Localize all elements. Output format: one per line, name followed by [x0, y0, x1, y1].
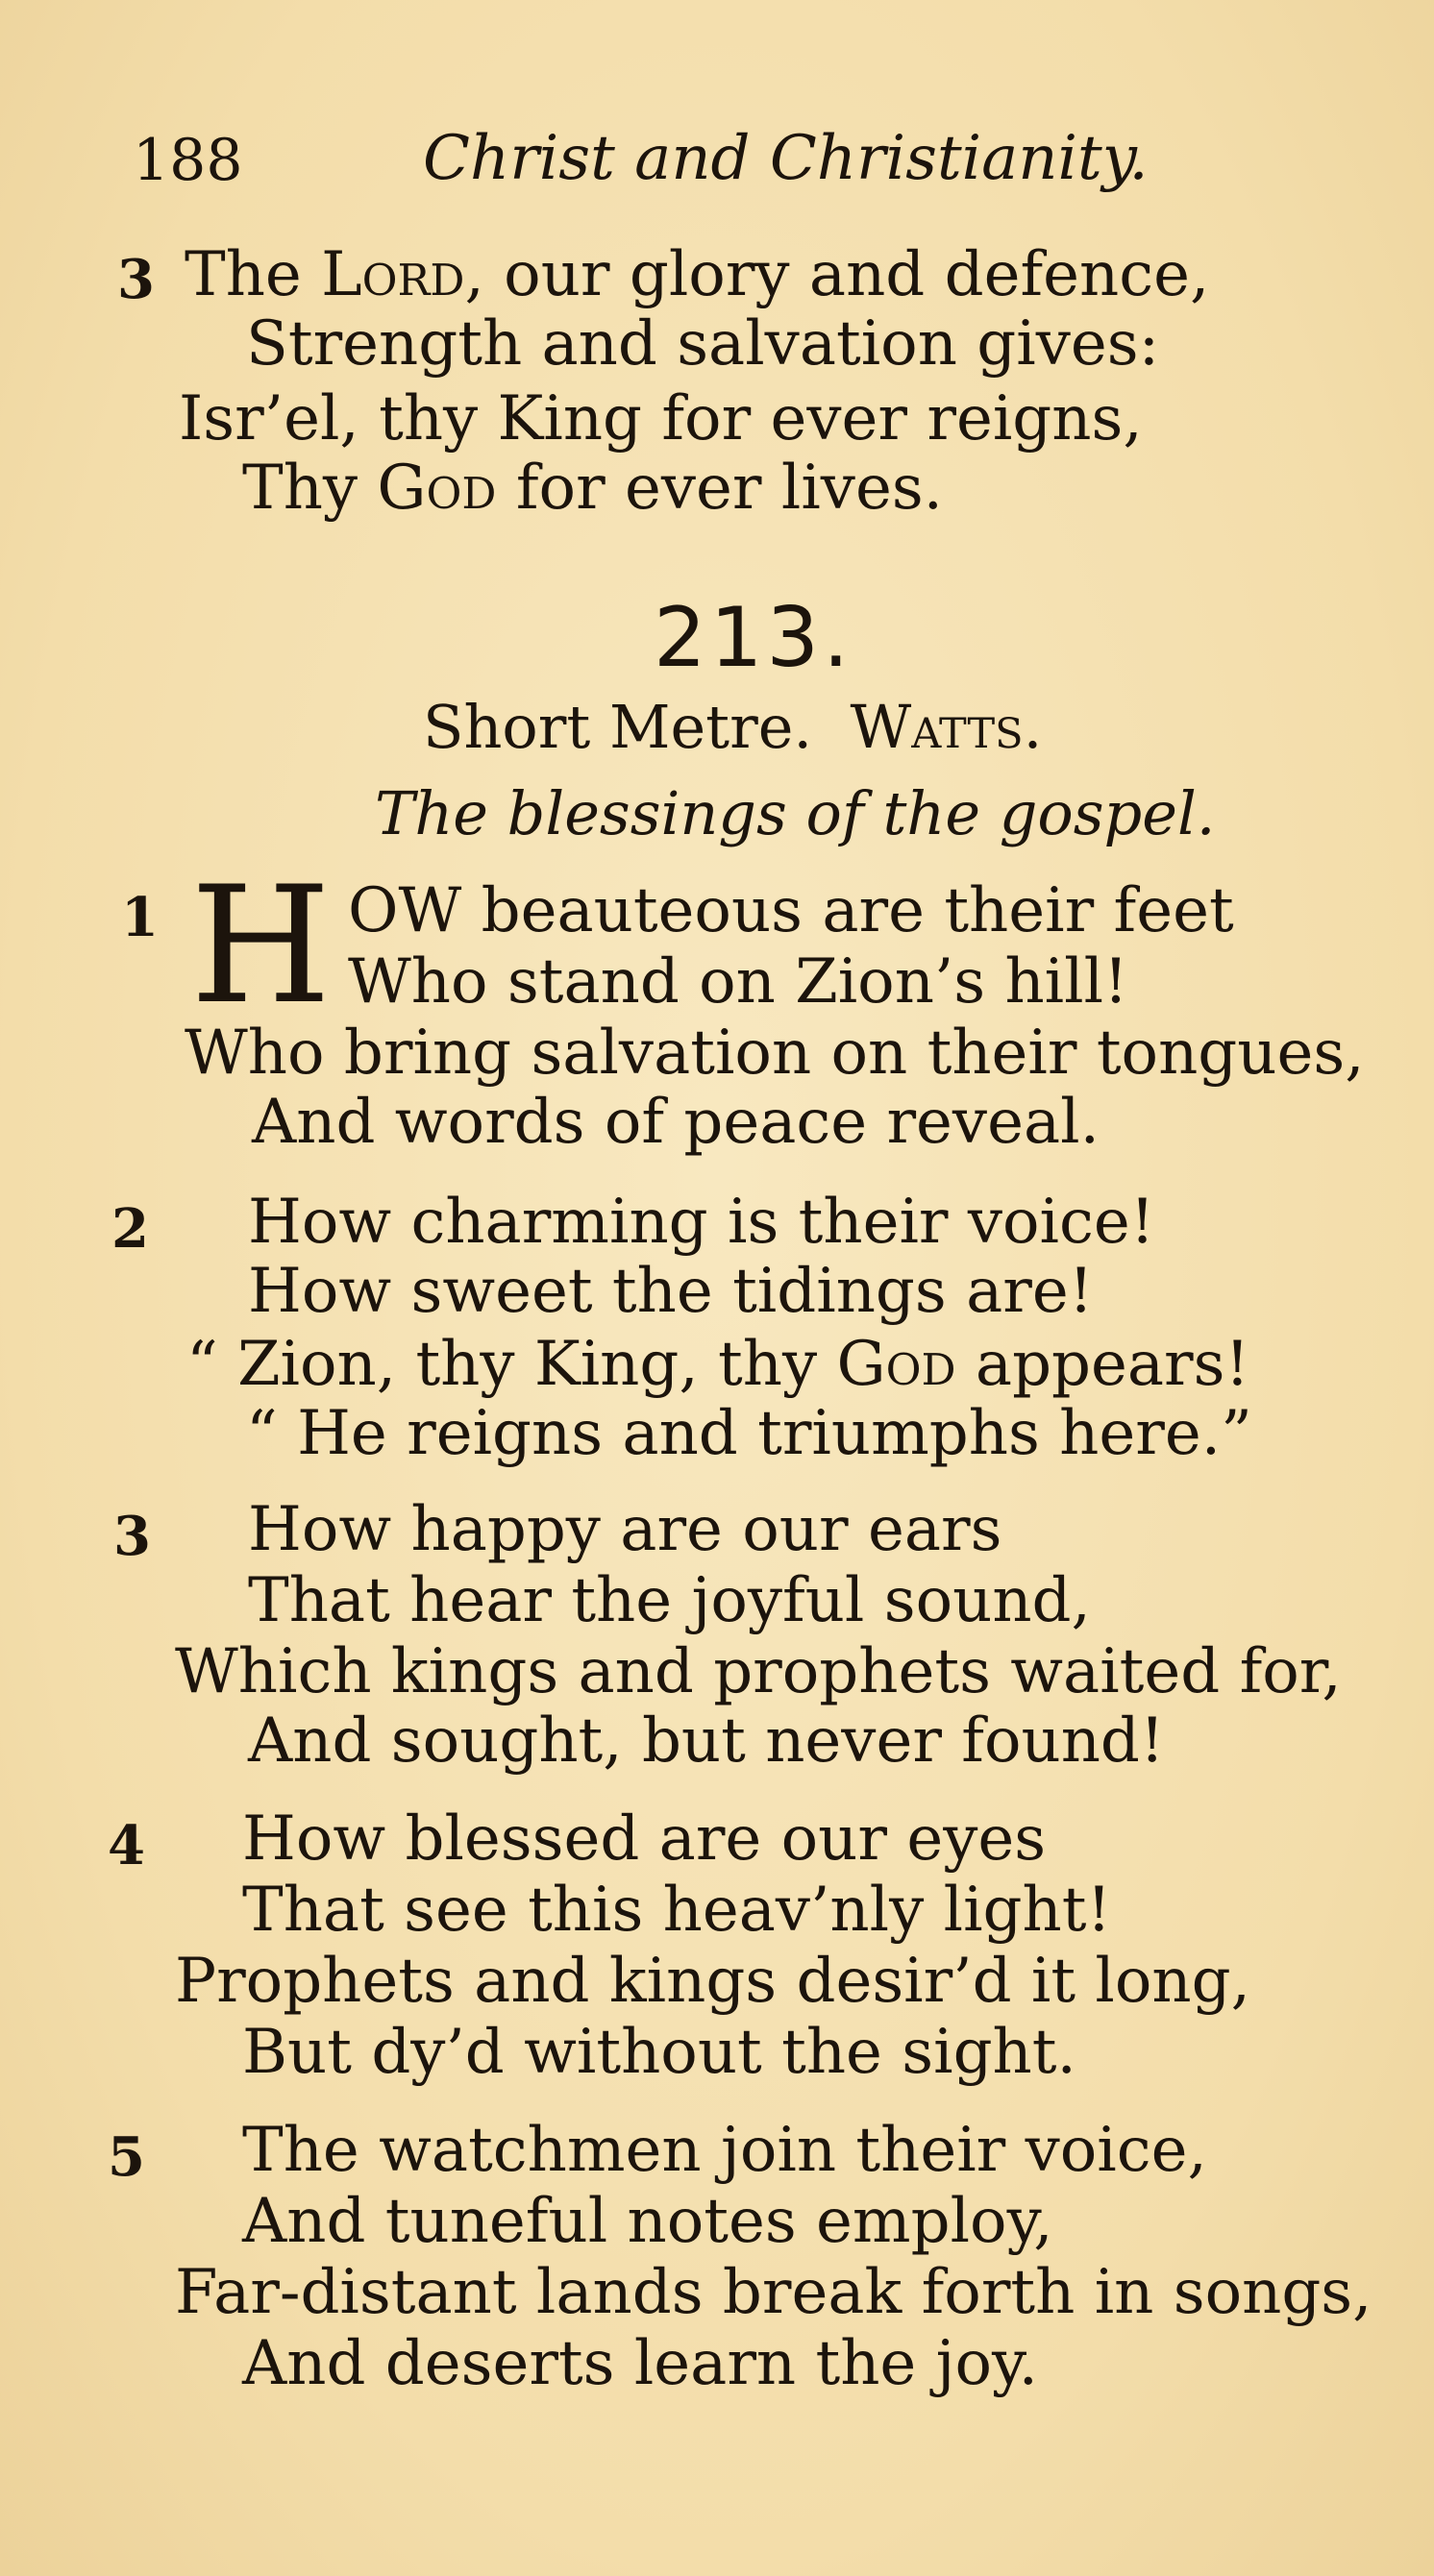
verse-number-2: 2: [111, 1197, 149, 1261]
verse-4-line-1: How blessed are our eyes: [242, 1803, 1047, 1875]
prev-verse-line-4: Thy God for ever lives.: [242, 453, 944, 524]
verse-1-line-1: OW beauteous are their feet: [348, 875, 1234, 946]
verse-3-line-2: That hear the joyful sound,: [248, 1565, 1091, 1636]
verse-2-line-2: How sweet the tidings are!: [248, 1256, 1094, 1327]
verse-4-line-4: But dy’d without the sight.: [242, 2017, 1076, 2088]
prev-verse-line-2: Strength and salvation gives:: [246, 308, 1160, 380]
verse-number-4: 4: [108, 1814, 145, 1877]
hymn-number: 213.: [654, 590, 853, 686]
verse-5-line-4: And deserts learn the joy.: [242, 2328, 1038, 2399]
drop-cap: H: [190, 851, 332, 1040]
hymn-meter: Short Metre. Watts.: [423, 692, 1043, 762]
verse-3-line-1: How happy are our ears: [248, 1494, 1002, 1565]
verse-3-line-3: Which kings and prophets waited for,: [175, 1636, 1342, 1707]
verse-2-line-1: How charming is their voice!: [248, 1187, 1155, 1258]
prev-verse-line-3: Isr’el, thy King for ever reigns,: [179, 383, 1143, 454]
verse-5-line-2: And tuneful notes employ,: [242, 2186, 1053, 2257]
verse-1-line-2: Who stand on Zion’s hill!: [348, 946, 1128, 1018]
verse-3-line-4: And sought, but never found!: [248, 1705, 1165, 1777]
prev-verse-line-1: The Lord, our glory and defence,: [185, 239, 1210, 310]
verse-2-line-3: “ Zion, thy King, thy God appears!: [186, 1329, 1250, 1400]
verse-4-line-2: That see this heav’nly light!: [242, 1875, 1112, 1946]
prev-verse-number: 3: [117, 248, 155, 311]
verse-4-line-3: Prophets and kings desir’d it long,: [175, 1946, 1250, 2017]
running-title: Christ and Christianity.: [423, 123, 1149, 194]
verse-number-1: 1: [121, 886, 159, 949]
page-number: 188: [133, 127, 243, 194]
verse-1-line-3: Who bring salvation on their tongues,: [185, 1018, 1365, 1089]
verse-number-3: 3: [113, 1505, 151, 1568]
verse-1-line-4: And words of peace reveal.: [252, 1087, 1100, 1158]
verse-5-line-1: The watchmen join their voice,: [242, 2115, 1207, 2186]
verse-number-5: 5: [108, 2125, 145, 2189]
hymn-author: Watts.: [850, 692, 1043, 762]
hymn-subject: The blessings of the gospel.: [375, 778, 1216, 848]
verse-2-line-4: “ He reigns and triumphs here.”: [246, 1398, 1252, 1469]
verse-5-line-3: Far-distant lands break forth in songs,: [175, 2257, 1372, 2328]
